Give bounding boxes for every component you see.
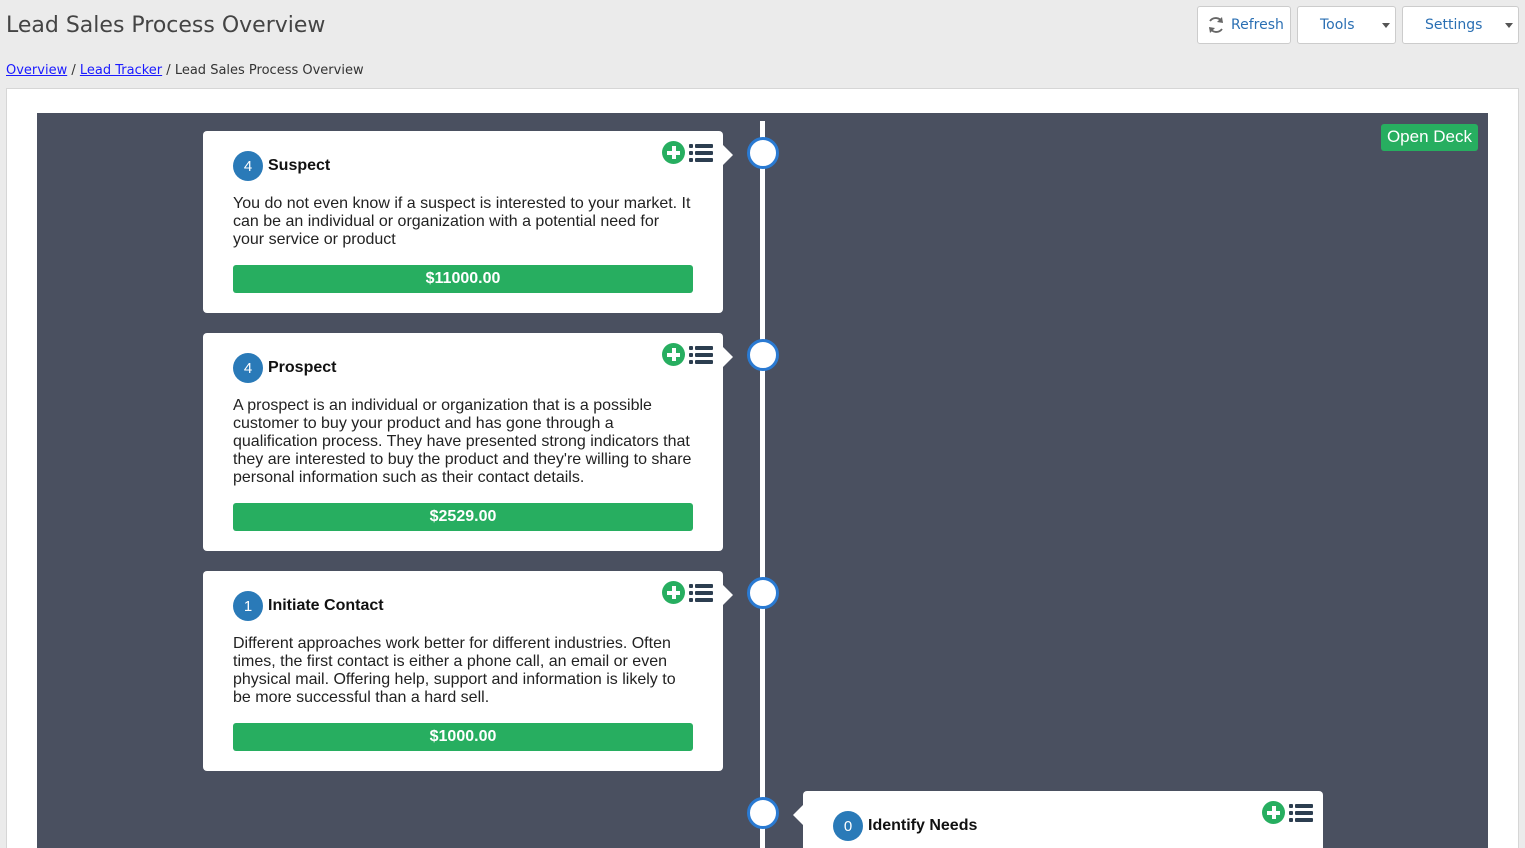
breadcrumb-link-lead-tracker[interactable]: Lead Tracker	[79, 63, 163, 78]
card-actions	[662, 343, 713, 366]
pipeline-board	[37, 113, 1488, 848]
stage-description: You do not even know if a suspect is interested to your market. It can be an individual or organization with a potential need for your service or product	[233, 195, 691, 248]
stage-title: Suspect	[268, 157, 331, 174]
list-icon[interactable]	[689, 143, 713, 163]
settings-label: Settings	[1425, 17, 1483, 33]
add-icon[interactable]	[662, 581, 685, 604]
stage-card-suspect	[203, 131, 723, 313]
card-actions	[1262, 801, 1313, 824]
add-icon[interactable]	[1262, 801, 1285, 824]
stage-title: Identify Needs	[868, 817, 978, 834]
timeline-node	[747, 339, 779, 371]
stage-amount: $11000.00	[233, 265, 693, 293]
breadcrumb	[6, 63, 364, 78]
stage-card-identify-needs	[803, 791, 1323, 848]
card-header	[833, 811, 977, 841]
list-icon[interactable]	[689, 345, 713, 365]
add-icon[interactable]	[662, 343, 685, 366]
timeline-node	[747, 577, 779, 609]
card-actions	[662, 141, 713, 164]
stage-card-prospect	[203, 333, 723, 551]
card-actions	[662, 581, 713, 604]
breadcrumb-separator: /	[71, 63, 76, 78]
stage-title: Initiate Contact	[268, 597, 384, 614]
timeline-node	[747, 137, 779, 169]
count-badge: 4	[233, 151, 263, 181]
count-badge: 1	[233, 591, 263, 621]
count-badge: 0	[833, 811, 863, 841]
breadcrumb-current: Lead Sales Process Overview	[174, 63, 364, 78]
stage-card-initiate-contact	[203, 571, 723, 771]
add-icon[interactable]	[662, 141, 685, 164]
tools-dropdown[interactable]	[1297, 6, 1396, 44]
refresh-button[interactable]	[1197, 6, 1291, 44]
card-header	[233, 591, 384, 621]
settings-dropdown[interactable]	[1402, 6, 1519, 44]
timeline-line	[760, 121, 765, 848]
card-header	[233, 353, 336, 383]
list-icon[interactable]	[1289, 803, 1313, 823]
tools-label: Tools	[1320, 17, 1355, 33]
stage-amount: $2529.00	[233, 503, 693, 531]
open-deck-button[interactable]: Open Deck	[1381, 124, 1478, 151]
refresh-label: Refresh	[1231, 17, 1284, 33]
refresh-icon	[1206, 15, 1226, 35]
stage-description: A prospect is an individual or organization that is a possible customer to buy your product and has gone through a qualification process. They have presented strong indicators that they are interested to buy the product and they're willing to share personal information such as their contact details.	[233, 397, 692, 486]
chevron-down-icon	[1505, 23, 1513, 28]
page-title: Lead Sales Process Overview	[6, 13, 326, 38]
list-icon[interactable]	[689, 583, 713, 603]
card-header	[233, 151, 330, 181]
timeline-node	[747, 797, 779, 829]
stage-title: Prospect	[268, 359, 337, 376]
count-badge: 4	[233, 353, 263, 383]
chevron-down-icon	[1382, 23, 1390, 28]
stage-amount: $1000.00	[233, 723, 693, 751]
breadcrumb-link-overview[interactable]: Overview	[6, 63, 68, 78]
breadcrumb-separator: /	[166, 63, 171, 78]
stage-description: Different approaches work better for different industries. Often times, the first contact is either a phone call, an email or even physical mail. Offering help, support and information is likely to be more successful than a hard sell.	[233, 635, 676, 706]
